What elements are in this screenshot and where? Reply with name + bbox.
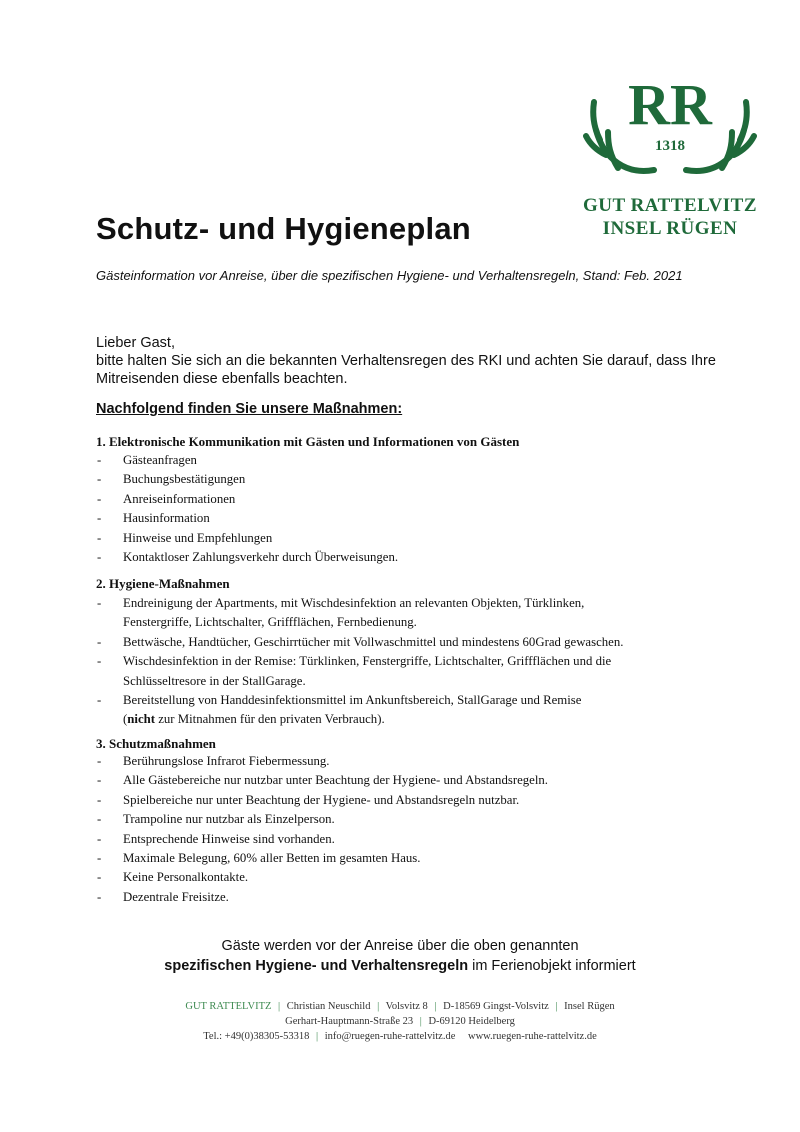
footer-website-link[interactable]: www.ruegen-ruhe-rattelvitz.de [467, 1031, 597, 1042]
footer-street-2: Gerhart-Hauptmann-Straße 23 [285, 1016, 414, 1027]
page-title: Schutz- und Hygieneplan [96, 211, 471, 246]
logo-name: GUT RATTELVITZ [582, 195, 758, 216]
section-2-list [96, 594, 656, 730]
footer-city-2: D-69120 Heidelberg [428, 1016, 515, 1027]
list-item: - Spielbereiche nur unter Beachtung der Hygiene- und Abstandsregeln nutzbar. [97, 792, 520, 807]
logo-year: 1318 [655, 138, 685, 154]
logo-location: INSEL RÜGEN [602, 218, 738, 239]
list-item: - Bettwäsche, Handtücher, Geschirrtücher mit Vollwaschmittel und mindestens 60Grad gewaschen. [97, 634, 624, 649]
closing-line-1: Gäste werden vor der Anreise über die oben genannten [221, 938, 579, 954]
list-item: - Gästeanfragen [97, 453, 197, 467]
list-item: - Berührungslose Infrarot Fiebermessung. [97, 754, 330, 768]
page-subtitle: Gästeinformation vor Anreise, über die spezifischen Hygiene- und Verhaltensregeln, Stand: Feb. 2021 [96, 268, 683, 283]
logo-monogram: RR [628, 72, 712, 137]
footer-line-3: Tel.: +49(0)38305-53318 | info@ruegen-ruhe-rattelvitz.de www.ruegen-ruhe-rattelvitz.de [203, 1031, 597, 1042]
greeting [96, 334, 736, 388]
list-item: - Wischdesinfektion in der Remise: Türklinken, Fenstergriffe, Lichtschalter, Griffflächen und die Schlüsseltresore in der StallGarage. [97, 654, 612, 688]
footer-company: GUT RATTELVITZ [185, 1001, 272, 1012]
closing-statement [0, 936, 800, 976]
list-item: - Maximale Belegung, 60% aller Betten im gesamten Haus. [97, 851, 421, 866]
footer-street: Volsvitz 8 [385, 1001, 428, 1012]
list-item: - Alle Gästebereiche nur nutzbar unter Beachtung der Hygiene- und Abstandsregeln. [97, 773, 548, 788]
list-item: - Kontaktloser Zahlungsverkehr durch Überweisungen. [97, 550, 399, 565]
list-item: - Anreiseinformationen [97, 491, 236, 506]
footer-owner: Christian Neuschild [286, 1001, 371, 1012]
section-2-heading: 2. Hygiene-Maßnahmen [96, 576, 230, 591]
section-1-heading: 1. Elektronische Kommunikation mit Gästen und Informationen von Gästen [96, 434, 520, 449]
list-item: - Hausinformation [97, 511, 210, 526]
footer-city: D-18569 Gingst-Volsvitz [443, 1001, 549, 1012]
antler-emblem-icon [582, 60, 758, 200]
list-item: - Trampoline nur nutzbar als Einzelperson. [97, 812, 335, 827]
list-item: - Buchungsbestätigungen [97, 472, 246, 487]
footer-line-1: GUT RATTELVITZ | Christian Neuschild | Volsvitz 8 | D-18569 Gingst-Volsvitz | Insel Rügen [185, 1001, 615, 1012]
logo [582, 60, 758, 240]
list-item: - Dezentrale Freisitze. [97, 889, 229, 904]
section-3-list [96, 752, 736, 907]
list-item: - Bereitstellung von Handdesinfektionsmittel im Ankunftsbereich, StallGarage und Remise (nicht zur Mitnahmen für den privaten Verbrauch). [97, 693, 582, 727]
section-1-list [96, 451, 736, 567]
footer [0, 999, 800, 1044]
footer-island: Insel Rügen [564, 1001, 615, 1012]
greeting-salutation: Lieber Gast, [96, 335, 175, 351]
greeting-text: bitte halten Sie sich an die bekannten Verhaltensregen des RKI und achten Sie darauf, dass Ihre Mitreisenden diese ebenfalls beachten. [96, 353, 716, 387]
closing-line-2: spezifischen Hygiene- und Verhaltensregeln im Ferienobjekt informiert [164, 958, 636, 974]
footer-phone: Tel.: +49(0)38305-53318 [203, 1031, 310, 1042]
measures-heading: Nachfolgend finden Sie unsere Maßnahmen: [96, 401, 403, 417]
list-item: - Keine Personalkontakte. [97, 870, 249, 885]
list-item: - Entsprechende Hinweise sind vorhanden. [97, 831, 335, 846]
footer-email-link[interactable]: info@ruegen-ruhe-rattelvitz.de [324, 1031, 456, 1042]
list-item: - Hinweise und Empfehlungen [97, 530, 273, 545]
footer-line-2: Gerhart-Hauptmann-Straße 23 | D-69120 Heidelberg [285, 1016, 515, 1027]
list-item: - Endreinigung der Apartments, mit Wischdesinfektion an relevanten Objekten, Türklinken, Fenstergriffe, Lichtschalter, Griffflächen, Fernbedienung. [97, 596, 585, 630]
section-3-heading: 3. Schutzmaßnahmen [96, 736, 216, 751]
